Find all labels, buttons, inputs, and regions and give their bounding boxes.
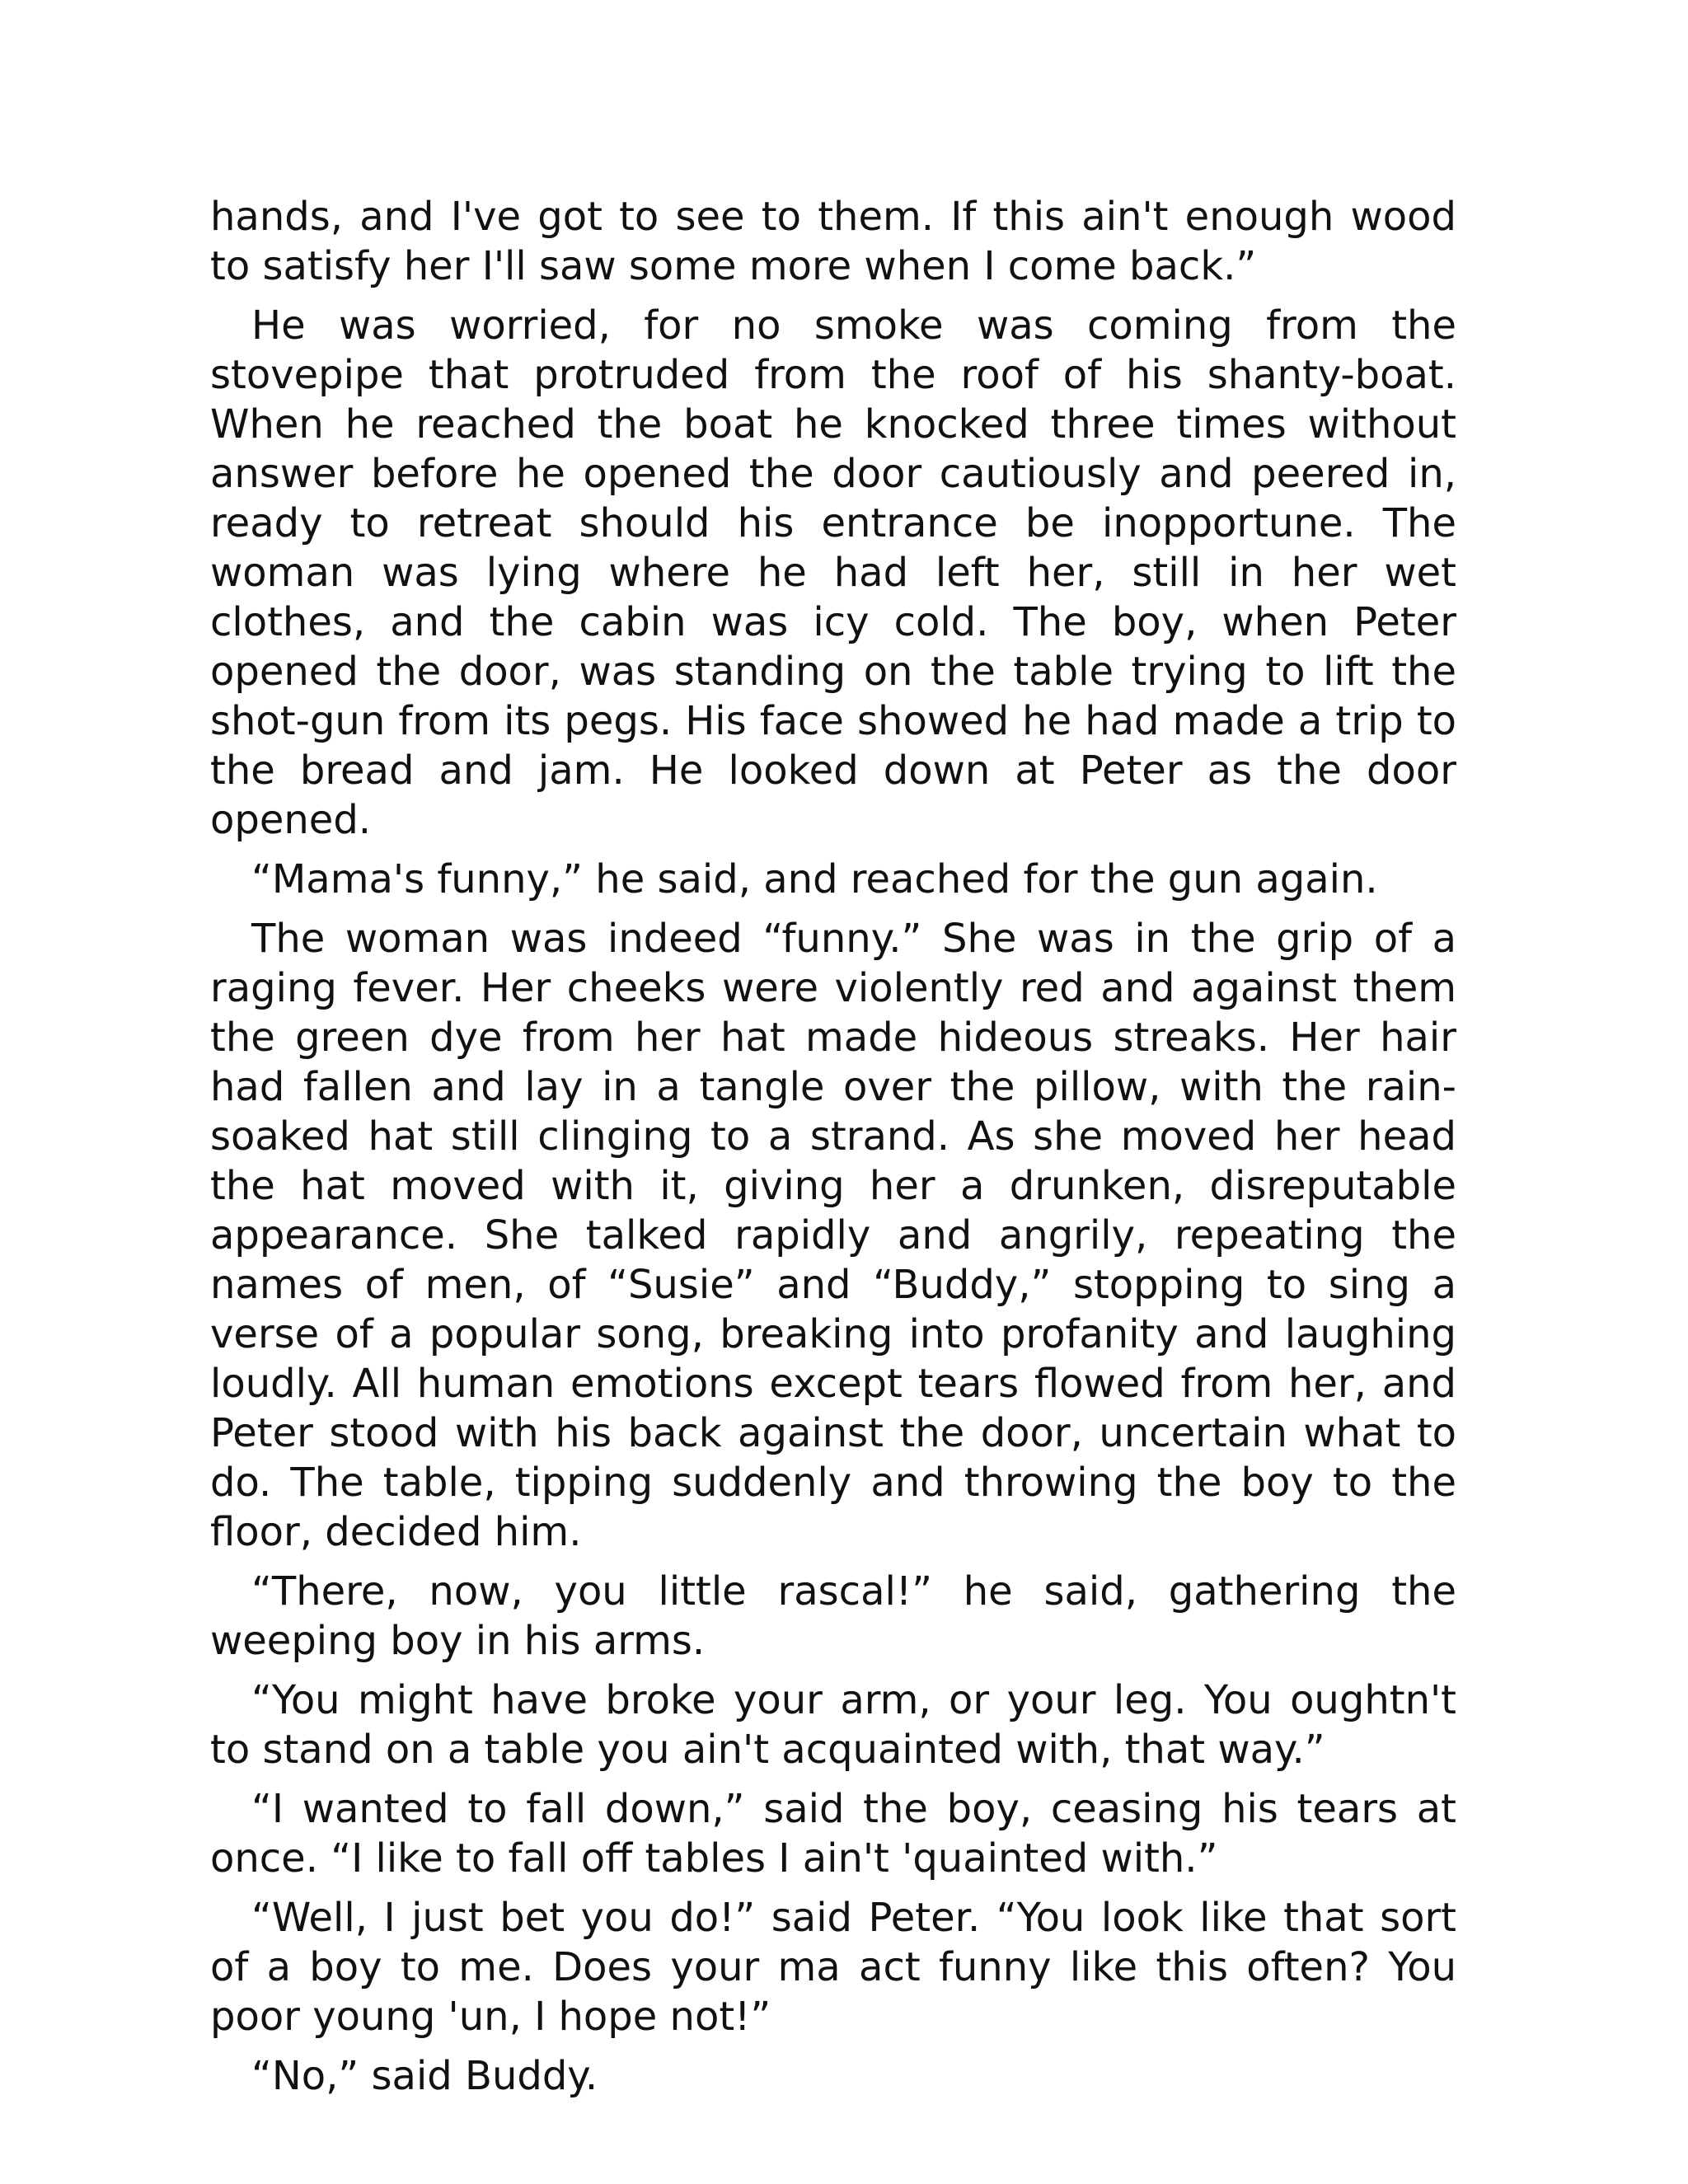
paragraph: The woman was indeed “funny.” She was in the grip of a raging fever. Her cheeks were violently red and against them the green dye from her hat made hideous streaks. Her hair had fallen and lay in a tangle over the pillow, with the rain-soaked hat still clinging to a strand. As she moved her head the hat moved with it, giving her a drunken, disreputable appearance. She talked rapidly and angrily, repeating the names of men, of “Susie” and “Buddy,” stopping to sing a verse of a popular song, breaking into profanity and laughing loudly. All human emotions except tears flowed from her, and Peter stood with his back against the door, uncertain what to do. The table, tipping suddenly and throwing the boy to the floor, decided him. <box>210 916 1456 1555</box>
paragraph: “There, now, you little rascal!” he said, gathering the weeping boy in his arms. <box>210 1568 1456 1664</box>
body-text <box>210 192 1456 2111</box>
paragraph: “I wanted to fall down,” said the boy, ceasing his tears at once. “I like to fall off tables I ain't 'quainted with.” <box>210 1786 1456 1882</box>
paragraph: “Well, I just bet you do!” said Peter. “You look like that sort of a boy to me. Does your ma act funny like this often? You poor young 'un, I hope not!” <box>210 1895 1456 2040</box>
paragraph: He was worried, for no smoke was coming from the stovepipe that protruded from the roof of his shanty-boat. When he reached the boat he knocked three times without answer before he opened the door cautiously and peered in, ready to retreat should his entrance be inopportune. The woman was lying where he had left her, still in her wet clothes, and the cabin was icy cold. The boy, when Peter opened the door, was standing on the table trying to lift the shot-gun from its pegs. His face showed he had made a trip to the bread and jam. He looked down at Peter as the door opened. <box>210 302 1456 843</box>
paragraph-continuation: hands, and I've got to see to them. If this ain't enough wood to satisfy her I'll saw some more when I come back.” <box>210 194 1456 289</box>
paragraph: “You might have broke your arm, or your leg. You oughtn't to stand on a table you ain't acquainted with, that way.” <box>210 1677 1456 1773</box>
paragraph: “Mama's funny,” he said, and reached for the gun again. <box>251 856 1378 902</box>
paragraph: “No,” said Buddy. <box>251 2053 598 2099</box>
